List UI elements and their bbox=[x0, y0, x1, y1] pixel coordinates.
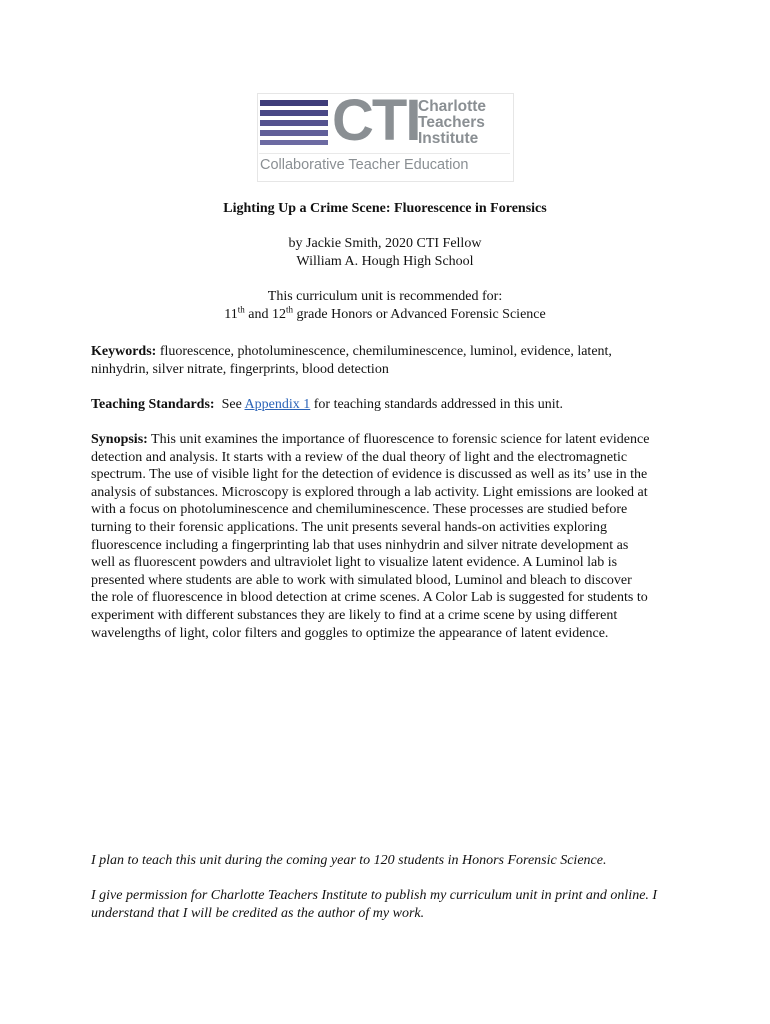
grade-number: 11 bbox=[224, 307, 238, 322]
logo-stripe bbox=[260, 140, 328, 145]
cti-logo bbox=[257, 88, 514, 182]
keywords-paragraph bbox=[91, 343, 651, 378]
standards-paragraph bbox=[91, 396, 651, 414]
logo-name-line: Charlotte bbox=[418, 98, 487, 115]
keywords-label: Keywords: bbox=[91, 344, 157, 359]
standards-pre: See bbox=[214, 397, 245, 412]
author-line: by Jackie Smith, 2020 CTI Fellow bbox=[288, 236, 482, 251]
logo-stripe bbox=[260, 120, 328, 126]
grade-ordinal: th bbox=[237, 304, 245, 315]
recommendation-block bbox=[0, 288, 770, 324]
recommendation-intro: This curriculum unit is recommended for: bbox=[267, 289, 503, 304]
recommendation-grades bbox=[0, 306, 770, 324]
logo-abbreviation: CTI bbox=[332, 88, 420, 153]
school-line: William A. Hough High School bbox=[296, 254, 474, 269]
logo-name-line: Institute bbox=[418, 130, 479, 147]
logo-stripe bbox=[260, 110, 328, 116]
logo-tagline: Collaborative Teacher Education bbox=[260, 157, 469, 173]
logo-name-line: Teachers bbox=[418, 114, 485, 131]
author-block bbox=[0, 235, 770, 271]
standards-post: for teaching standards addressed in this unit. bbox=[310, 397, 563, 412]
logo-stripes bbox=[260, 100, 328, 145]
permission-statement: I give permission for Charlotte Teachers Institute to publish my curriculum unit in print and online. I understand that I will be credited as the author of my work. bbox=[91, 888, 658, 921]
keywords-text: fluorescence, photoluminescence, chemiluminescence, luminol, evidence, latent, ninhydrin, silver nitrate, fingerprints, blood detection bbox=[91, 344, 612, 377]
synopsis-paragraph bbox=[91, 431, 651, 642]
teaching-plan-statement: I plan to teach this unit during the coming year to 120 students in Honors Forensic Science. bbox=[91, 853, 607, 868]
grade-course: grade Honors or Advanced Forensic Science bbox=[293, 307, 546, 322]
logo-stripe bbox=[260, 130, 328, 136]
synopsis-text: This unit examines the importance of fluorescence to forensic science for latent evidence detection and analysis. It starts with a review of the dual theory of light and the electromagnetic spectrum. The use of visible light for the detection of evidence is discussed as well as its’ use in the analysis of substances. Microscopy is explored through a lab activity. Light emissions are looked at with a focus on photoluminescence and chemiluminescence. These processes are studied before turning to their forensic applications. The unit presents several hands-on activities exploring fluorescence including a fingerprinting lab that uses ninhydrin and silver nitrate development as well as fluorescent powders and ultraviolet light to visualize latent evidence. A Luminol lab is presented where students are able to work with simulated blood, Luminol and bleach to discover the role of fluorescence in blood detection at crime scenes. A Color Lab is suggested for students to experiment with different substances they are likely to find at a crime scene by using different wavelengths of light, color filters and goggles to optimize the appearance of latent evidence. bbox=[91, 432, 650, 641]
standards-label: Teaching Standards: bbox=[91, 397, 215, 412]
appendix-link[interactable]: Appendix 1 bbox=[244, 397, 311, 412]
logo-institute-name bbox=[418, 99, 510, 147]
logo-stripe bbox=[260, 100, 328, 106]
synopsis-label: Synopsis: bbox=[91, 432, 148, 447]
grade-conjunction: and bbox=[244, 307, 272, 322]
unit-title: Lighting Up a Crime Scene: Fluorescence in Forensics bbox=[223, 201, 547, 216]
grade-ordinal: th bbox=[286, 304, 294, 315]
grade-number: 12 bbox=[272, 307, 286, 322]
